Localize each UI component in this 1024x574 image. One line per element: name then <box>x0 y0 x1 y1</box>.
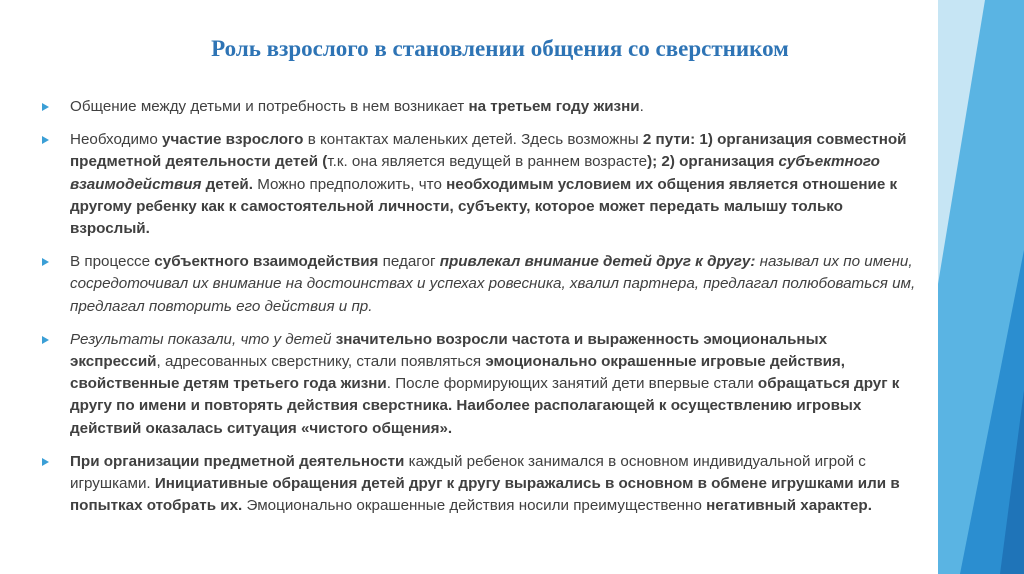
text-run: субъектного взаимодействия <box>154 253 379 271</box>
triangle-bullet-icon <box>42 336 49 344</box>
triangle-bullet-icon <box>42 258 49 266</box>
bullet-item <box>40 251 920 318</box>
text-run: , адресованных сверстнику, стали появляться <box>156 353 486 371</box>
text-run: ); 2) организация <box>647 153 779 171</box>
text-run: Результаты показали, что у детей <box>70 330 336 348</box>
text-run: Необходимо <box>70 131 163 149</box>
text-run: В процессе <box>70 253 155 271</box>
bullet-item <box>40 451 920 518</box>
text-run: Эмоционально окрашенные действия носили преимущественно <box>242 497 707 515</box>
text-run: детей. <box>201 175 253 193</box>
text-run: обращаться друг к другу по имени и повторять действия сверстника. Наиболее располагающей к осуществлению игровых действий оказалась ситуация «чистого общения». <box>70 375 900 437</box>
text-run: на третьем году жизни <box>468 98 640 115</box>
text-run: При организации предметной деятельности <box>70 452 405 470</box>
text-run: негативный характер. <box>706 497 872 515</box>
text-run: субъектного взаимодействия <box>70 153 880 193</box>
text-run: Можно предположить, что <box>252 175 447 193</box>
text-run: в контактах маленьких детей. Здесь возможны <box>303 131 643 149</box>
text-run: участие взрослого <box>162 131 304 149</box>
triangle-bullet-icon <box>42 136 49 144</box>
bullet-text <box>70 96 920 118</box>
text-run: каждый ребенок занимался в основном индивидуальной игрой с игрушками. <box>70 452 866 493</box>
bullet-item <box>40 329 920 440</box>
text-run: необходимым условием их общения является отношение к другому ребенку как к самостоятельной личности, субъекту, которое может передать малышу только взрослый. <box>70 175 898 238</box>
text-run: педагог <box>378 253 440 271</box>
text-run: . <box>639 98 644 115</box>
bullet-text <box>70 329 920 440</box>
text-run: Инициативные обращения детей друг к другу выражались в основном в обмене игрушками или в попытках отобрать их. <box>70 475 900 515</box>
text-run: т.к. она является ведущей в раннем возрасте <box>327 153 648 171</box>
text-run: 2 пути: 1) организация совместной предметной деятельности детей ( <box>70 131 907 171</box>
text-run: называл их по имени, сосредоточивал их внимание на достоинствах и успехах ровесника, хвалил партнера, предлагал полюбоваться им, предлагал повторить его действия и пр. <box>70 253 916 315</box>
bullet-text <box>70 129 920 240</box>
text-run: Общение между детьми и потребность в нем возникает <box>70 98 469 115</box>
triangle-bullet-icon <box>42 458 49 466</box>
bullet-text <box>70 251 920 318</box>
bullet-item <box>40 96 920 118</box>
bullet-list <box>40 96 920 528</box>
text-run: привлекал внимание детей друг к другу: <box>439 253 756 271</box>
triangle-bullet-icon <box>42 103 49 111</box>
text-run: значительно возросли частота и выраженность эмоциональных экспрессий <box>70 330 828 371</box>
slide-title: Роль взрослого в становлении общения со сверстником <box>211 36 789 61</box>
bullet-text <box>70 451 920 518</box>
bullet-item <box>40 129 920 240</box>
text-run: . После формирующих занятий дети впервые стали <box>386 375 758 393</box>
text-run: эмоционально окрашенные игровые действия, свойственные детям третьего года жизни <box>70 353 846 393</box>
